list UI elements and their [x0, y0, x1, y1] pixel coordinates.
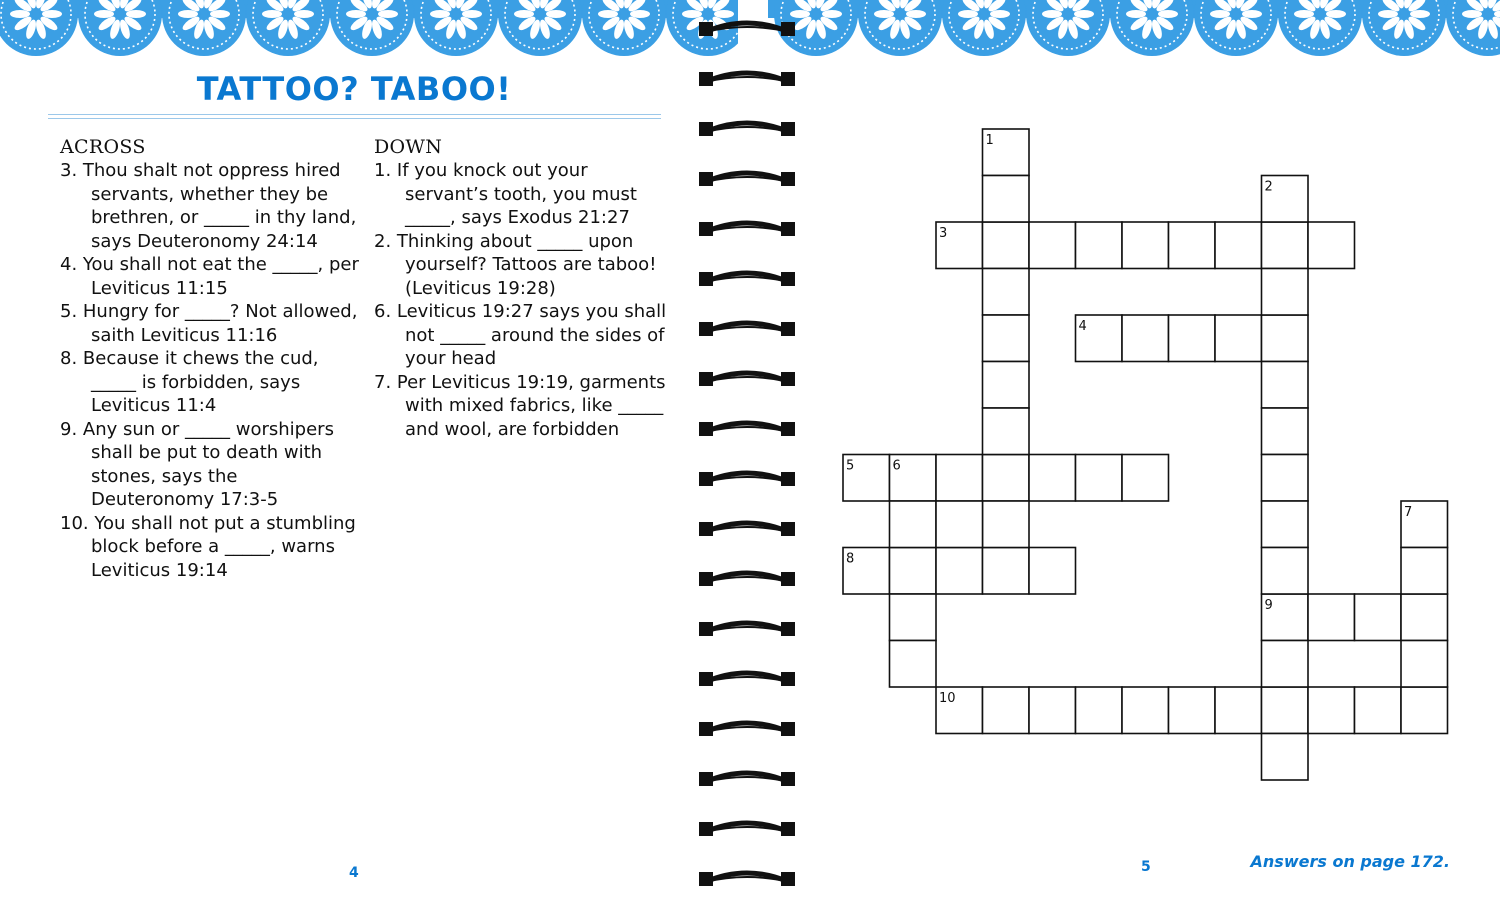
- crossword-cell[interactable]: [1262, 222, 1309, 269]
- left-page: [0, 0, 738, 908]
- crossword-cell[interactable]: [1169, 687, 1216, 734]
- binding-ring: [699, 672, 795, 686]
- crossword-cell[interactable]: [1169, 222, 1216, 269]
- puzzle-title: TATTOO? TABOO!: [196, 70, 512, 108]
- crossword-cell[interactable]: [1076, 455, 1123, 502]
- crossword-cell[interactable]: [983, 362, 1030, 409]
- crossword-cell[interactable]: [890, 548, 937, 595]
- binding-ring: [699, 472, 795, 486]
- down-clue-7: 7. Per Leviticus 19:19, garments with mixed fabrics, like _____ and wool, are forbidden: [374, 371, 666, 440]
- crossword-cell[interactable]: [1215, 222, 1262, 269]
- crossword-cell[interactable]: [1029, 455, 1076, 502]
- crossword-cell[interactable]: [890, 641, 937, 688]
- crossword-cell[interactable]: [1262, 548, 1309, 595]
- crossword-cell[interactable]: [936, 548, 983, 595]
- grid-number: 9: [1264, 598, 1273, 613]
- binding-ring: [699, 872, 795, 886]
- grid-number: 2: [1264, 179, 1273, 195]
- crossword-cell[interactable]: [1262, 362, 1309, 409]
- crossword-cell[interactable]: [1122, 222, 1169, 269]
- binding-ring: [699, 372, 795, 386]
- grid-number: 4: [1078, 319, 1087, 334]
- crossword-cell[interactable]: [1262, 408, 1309, 455]
- crossword-cell[interactable]: [890, 594, 937, 641]
- crossword-cell[interactable]: [983, 315, 1030, 362]
- crossword-cell[interactable]: [1262, 641, 1309, 688]
- across-clue-4: 4. You shall not eat the _____, per Leviticus 11:15: [60, 254, 359, 299]
- crossword-cell[interactable]: [1029, 687, 1076, 734]
- binding-ring: [699, 572, 795, 586]
- binding-ring: [699, 122, 795, 136]
- binding-ring: [699, 172, 795, 186]
- down-clue-2: 2. Thinking about _____ upon yourself? Tattoos are taboo! (Leviticus 19:28): [374, 230, 657, 299]
- down-clue-6: 6. Leviticus 19:27 says you shall not _____ around the sides of your head: [374, 301, 667, 369]
- crossword-cell[interactable]: [1122, 455, 1169, 502]
- crossword-cell[interactable]: [1401, 594, 1448, 641]
- crossword-cell[interactable]: [1029, 548, 1076, 595]
- binding-ring: [699, 722, 795, 736]
- crossword-cell[interactable]: [1308, 222, 1355, 269]
- crossword-cell[interactable]: [1355, 594, 1402, 641]
- crossword-cell[interactable]: [1262, 455, 1309, 502]
- down-clues: [374, 135, 674, 441]
- down-clue-1: 1. If you knock out your servant’s tooth, you must _____, says Exodus 21:27: [374, 160, 637, 228]
- across-clue-5: 5. Hungry for _____? Not allowed, saith Leviticus 11:16: [60, 301, 358, 346]
- binding-ring: [699, 522, 795, 536]
- down-heading: DOWN: [374, 136, 443, 158]
- binding-ring: [699, 772, 795, 786]
- crossword-cell[interactable]: [890, 501, 937, 548]
- spiral-binding: [695, 0, 800, 908]
- crossword-cell[interactable]: [1122, 315, 1169, 362]
- crossword-cell[interactable]: [983, 222, 1030, 269]
- grid-number: 5: [846, 458, 855, 474]
- crossword-cell[interactable]: [1262, 269, 1309, 316]
- title-divider: [48, 114, 661, 120]
- grid-number: 7: [1404, 505, 1413, 520]
- crossword-grid: [768, 0, 1500, 840]
- binding-ring: [699, 272, 795, 286]
- decorative-border-left: [0, 0, 738, 60]
- crossword-cell[interactable]: [983, 176, 1030, 223]
- binding-ring: [699, 422, 795, 436]
- crossword-cell[interactable]: [983, 269, 1030, 316]
- crossword-cell[interactable]: [1401, 641, 1448, 688]
- across-clues: [60, 135, 360, 582]
- crossword-cell[interactable]: [983, 408, 1030, 455]
- binding-ring: [699, 622, 795, 636]
- crossword-cell[interactable]: [936, 501, 983, 548]
- grid-number: 1: [985, 133, 994, 148]
- crossword-cell[interactable]: [1308, 687, 1355, 734]
- crossword-cell[interactable]: [1122, 687, 1169, 734]
- binding-ring: [699, 822, 795, 836]
- binding-ring: [699, 22, 795, 36]
- across-clue-9: 9. Any sun or _____ worshipers shall be put to death with stones, says the Deuteronomy 17:3-5: [60, 418, 334, 510]
- across-clue-8: 8. Because it chews the cud, _____ is forbidden, says Leviticus 11:4: [60, 348, 319, 416]
- crossword-cell[interactable]: [1262, 315, 1309, 362]
- crossword-cell[interactable]: [1169, 315, 1216, 362]
- crossword-cell[interactable]: [1076, 687, 1123, 734]
- page-number-right: 5: [1141, 859, 1151, 875]
- across-clue-10: 10. You shall not put a stumbling block before a _____, warns Leviticus 19:14: [60, 512, 356, 581]
- grid-number: 3: [939, 226, 948, 241]
- binding-ring: [699, 322, 795, 336]
- crossword-cell[interactable]: [1076, 222, 1123, 269]
- crossword-cell[interactable]: [983, 455, 1030, 502]
- crossword-cell[interactable]: [1262, 734, 1309, 781]
- crossword-cell[interactable]: [1401, 548, 1448, 595]
- crossword-cell[interactable]: [1401, 687, 1448, 734]
- crossword-cell[interactable]: [983, 548, 1030, 595]
- crossword-cell[interactable]: [1308, 594, 1355, 641]
- grid-number: 6: [892, 458, 901, 474]
- crossword-cell[interactable]: [1215, 687, 1262, 734]
- page-number-left: 4: [349, 865, 359, 881]
- binding-ring: [699, 222, 795, 236]
- crossword-cell[interactable]: [983, 687, 1030, 734]
- answers-note: Answers on page 172.: [1250, 852, 1450, 871]
- grid-number: 10: [939, 691, 956, 706]
- binding-ring: [699, 72, 795, 86]
- grid-number: 8: [846, 551, 855, 567]
- crossword-cell[interactable]: [1262, 687, 1309, 734]
- right-page: [768, 0, 1500, 908]
- crossword-cell[interactable]: [1029, 222, 1076, 269]
- crossword-cell[interactable]: [1215, 315, 1262, 362]
- crossword-cell[interactable]: [1262, 501, 1309, 548]
- crossword-cell[interactable]: [1355, 687, 1402, 734]
- crossword-cell[interactable]: [936, 455, 983, 502]
- across-clue-3: 3. Thou shalt not oppress hired servants, whether they be brethren, or _____ in thy land, says Deuteronomy 24:14: [60, 160, 357, 252]
- across-heading: ACROSS: [60, 136, 146, 158]
- crossword-cell[interactable]: [983, 501, 1030, 548]
